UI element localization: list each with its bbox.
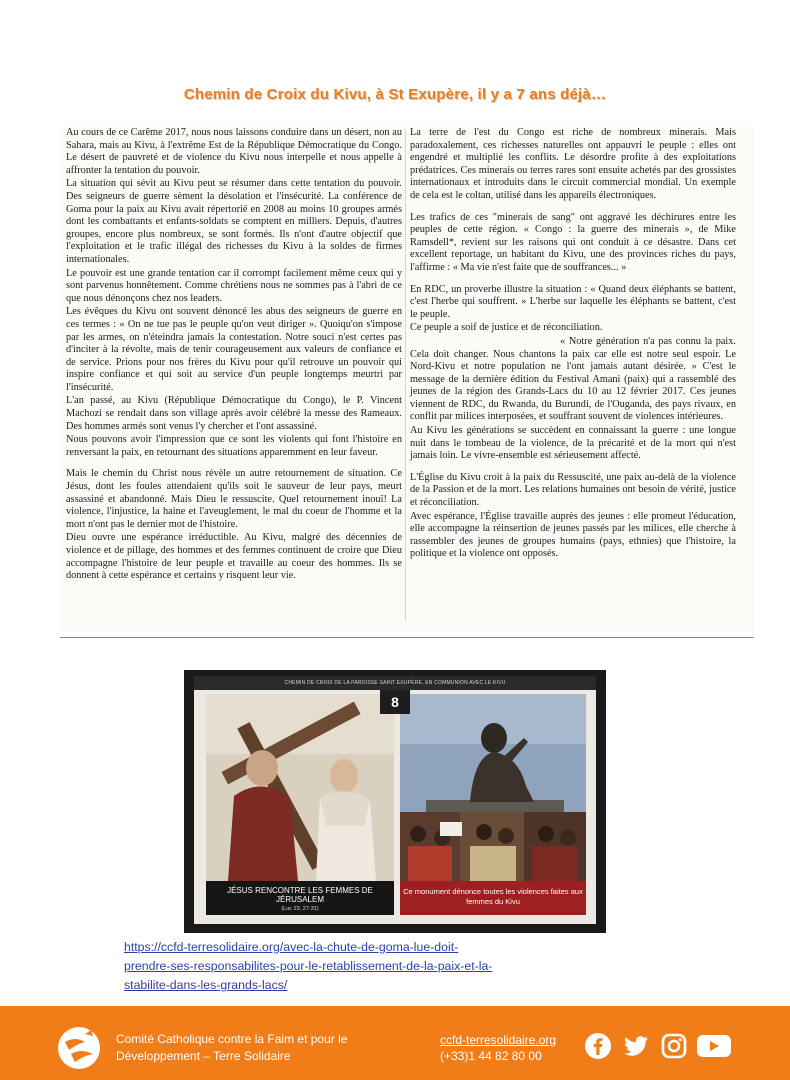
paragraph: Ce peuple a soif de justice et de réconciliation. <box>410 322 603 334</box>
paragraph: Le pouvoir est une grande tentation car il corrompt facilement même ceux qui y sont parvenus honnêtement. Comme chrétiens nous ne sommes pas à l'abri de ce que nous dénonçons chez nos leaders. <box>66 267 402 304</box>
station-card <box>194 676 596 924</box>
paragraph: Dieu ouvre une espérance irréductible. Au Kivu, malgré des décennies de violence et de pillage, des hommes et des femmes continuent de croire que Dieu accompagne l'histoire de leur peuple et travaille au coeur des hommes. Ils se donnent à cette espérance et certains y risquent leur vie. <box>66 532 402 582</box>
contact-info <box>440 1032 556 1064</box>
paragraph: Au Kivu les générations se succèdent en connaissant la guerre : une longue nuit dans le tombeau de la violence, de la précarité et de la mort qui n'est jamais loin. Le vivre-ensemble est sérieusement affecté. <box>410 425 736 462</box>
station-card-header: CHEMIN DE CROIX DE LA PAROISSE SAINT EXUPÈRE, EN COMMUNION AVEC LE KIVU <box>194 676 596 690</box>
organization-name <box>116 1031 396 1065</box>
horizontal-rule <box>60 637 754 638</box>
station-photo <box>184 670 606 933</box>
footer <box>0 1006 790 1080</box>
page-title: Chemin de Croix du Kivu, à St Exupère, il y a 7 ans déjà… <box>183 86 607 103</box>
paragraph: En RDC, un proverbe illustre la situation : « Quand deux éléphants se battent, c'est l'herbe qui souffrent. » L'herbe sur laquelle les éléphants se battent, c'est le peuple. <box>410 283 736 320</box>
organization-name-line: Développement – Terre Solidaire <box>116 1049 291 1063</box>
station-caption-left <box>206 881 394 915</box>
paragraph: Nous pouvons avoir l'impression que ce sont les violents qui font l'histoire en renversant la paix, en retournant des situations apparemment en leur faveur. <box>66 434 402 458</box>
ccfd-logo-icon <box>55 1026 105 1070</box>
paragraph: L'Église du Kivu croit à la paix du Ressuscité, une paix au-delà de la violence de la Passion et de la mort. Les relations humaines ont besoin de vérité, justice et réconciliation. <box>410 471 736 509</box>
youtube-icon[interactable] <box>696 1032 732 1060</box>
station-caption-right <box>400 881 586 915</box>
paragraph: Avec espérance, l'Église travaille auprès des jeunes : elle promeut l'éducation, elle accompagne la réinsertion de jeunes passés par les milices, elle cherche à rassembler des jeunes de groupes humains (pays, ethnies) que l'histoire, la politique et la violence ont opposés. <box>410 510 736 560</box>
website-link[interactable]: ccfd-terresolidaire.org <box>440 1033 557 1047</box>
article-right-column <box>410 127 736 562</box>
source-link[interactable] <box>124 938 544 995</box>
instagram-icon[interactable] <box>660 1032 688 1060</box>
source-link-line[interactable]: stabilite-dans-les-grands-lacs/ <box>124 978 288 992</box>
paragraph: Mais le chemin du Christ nous révèle un autre retournement de situation. Ce Jésus, dont les foules attendaient qu'ils soit le sauveur de leur pays, meurt assassiné et abandonné. Mais Dieu le ressuscite. Quel retournement inouï! La violence, l'injustice, la haine et l'aveuglement, le mal du coeur de l'homme et la mort n'ont pas le dernier mot de l'histoire. <box>66 468 402 530</box>
paragraph: L'an passé, au Kivu (République Démocratique du Congo), le P. Vincent Machozi se rendait dans son village après avoir célébré la messe des Rameaux. Des hommes armés sont venus l'y chercher et l'ont assassiné. <box>66 395 402 432</box>
twitter-icon[interactable] <box>622 1032 650 1060</box>
column-divider <box>405 129 406 621</box>
station-caption-reference: (Luc 23, 27-31) <box>281 906 319 912</box>
source-link-line[interactable]: prendre-ses-responsabilites-pour-le-retablissement-de-la-paix-et-la- <box>124 959 493 973</box>
paragraph: Les évêques du Kivu ont souvent dénoncé les abus des seigneurs de guerre en ces termes : « On ne tue pas le peuple qu'on veut diriger ». Quoiqu'on s'impose par les armes, on n'éteindra jamais la contestation. Notre souci n'est certes pas d'inciter à la révolte, mais de tenir courageusement aux valeurs de confiance et de service. Prions pour nos frères du Kivu pour qu'il retrouve un pouvoir qui inspire confiance et qui soit au service d'un peuple longtemps meurtri par l'insécurité. <box>66 306 402 393</box>
organization-name-line: Comité Catholique contre la Faim et pour le <box>116 1032 348 1046</box>
article-scan <box>60 127 754 632</box>
source-link-line[interactable]: https://ccfd-terresolidaire.org/avec-la-chute-de-goma-lue-doit- <box>124 940 459 954</box>
station-caption-title: JÉSUS RENCONTRE LES FEMMES DE JÉRUSALEM <box>227 886 373 904</box>
facebook-icon[interactable] <box>584 1032 612 1060</box>
monument-caption: Ce monument dénonce toutes les violences faites aux femmes du Kivu <box>403 887 583 906</box>
phone-number: (+33)1 44 82 80 00 <box>440 1049 542 1063</box>
paragraph: Au cours de ce Carême 2017, nous nous laissons conduire dans un désert, non au Sahara, mais au Kivu, à l'extrême Est de la République Démocratique du Congo. Le désert de pauvreté et de violence du Kivu nous interpelle et nous appelle à affronter la tentation du pouvoir. <box>66 127 402 176</box>
paragraph: La situation qui sévit au Kivu peut se résumer dans cette tentation du pouvoir. Des seigneurs de guerre sèment la désolation et l'insécurité. La conférence de Goma pour la paix au Kivu avait répertorié en 2008 au moins 10 groupes armés dont les combattants et enfants-soldats se comptent en milliers. Depuis, d'autres groupes, encore plus nombreux, se sont formés. Ils n'ont d'autre objectif que l'exploitation et le trafic illégal des richesses du Kivu à la soldes de firmes internationales. <box>66 178 402 265</box>
paragraph: La terre de l'est du Congo est riche de nombreux minerais. Mais paradoxalement, ces richesses naturelles ont appauvri le peuple : elles ont engendré et multiplié les conflits. Le désordre profite à des exploitations prédatrices. Ces minerais ou terres rares sont ensuite achetés par des grossistes internationaux et introduits dans le circuit commercial mondial. Un exemple de cela est le coltan, utilisé dans les appareils électroniques. <box>410 127 736 201</box>
paragraph: Les trafics de ces "minerais de sang" ont aggravé les déchirures entre les peuples de cette région. « Congo : la guerre des minerais », de Mike Ramsdell*, revient sur les raisons qui ont conduit à ce désastre. Dans cet excellent reportage, un habitant du Kivu, une des provinces riches du pays, l'affirme : « Ma vie n'est faite que de souffrances... » <box>410 211 736 273</box>
paragraph: « Notre génération n'a pas connu la paix. Cela doit changer. Nous chantons la paix car elle est notre seul espoir. Le Nord-Kivu et notre population ne l'ont jamais autant désirée. » C'est le message de la dernière édition du Festival Amani (paix) qui a rassemblé des jeunes de la région des Grands-Lacs du 10 au 12 février 2017. Ces jeunes viennent de RDC, du Rwanda, du Burundi, de l'Ouganda, des pays rivaux, en conflit par milices interposées, et souffrant souvent de violences intérieures. <box>410 335 736 423</box>
article-left-column <box>66 127 402 584</box>
station-number-badge: 8 <box>380 690 410 714</box>
